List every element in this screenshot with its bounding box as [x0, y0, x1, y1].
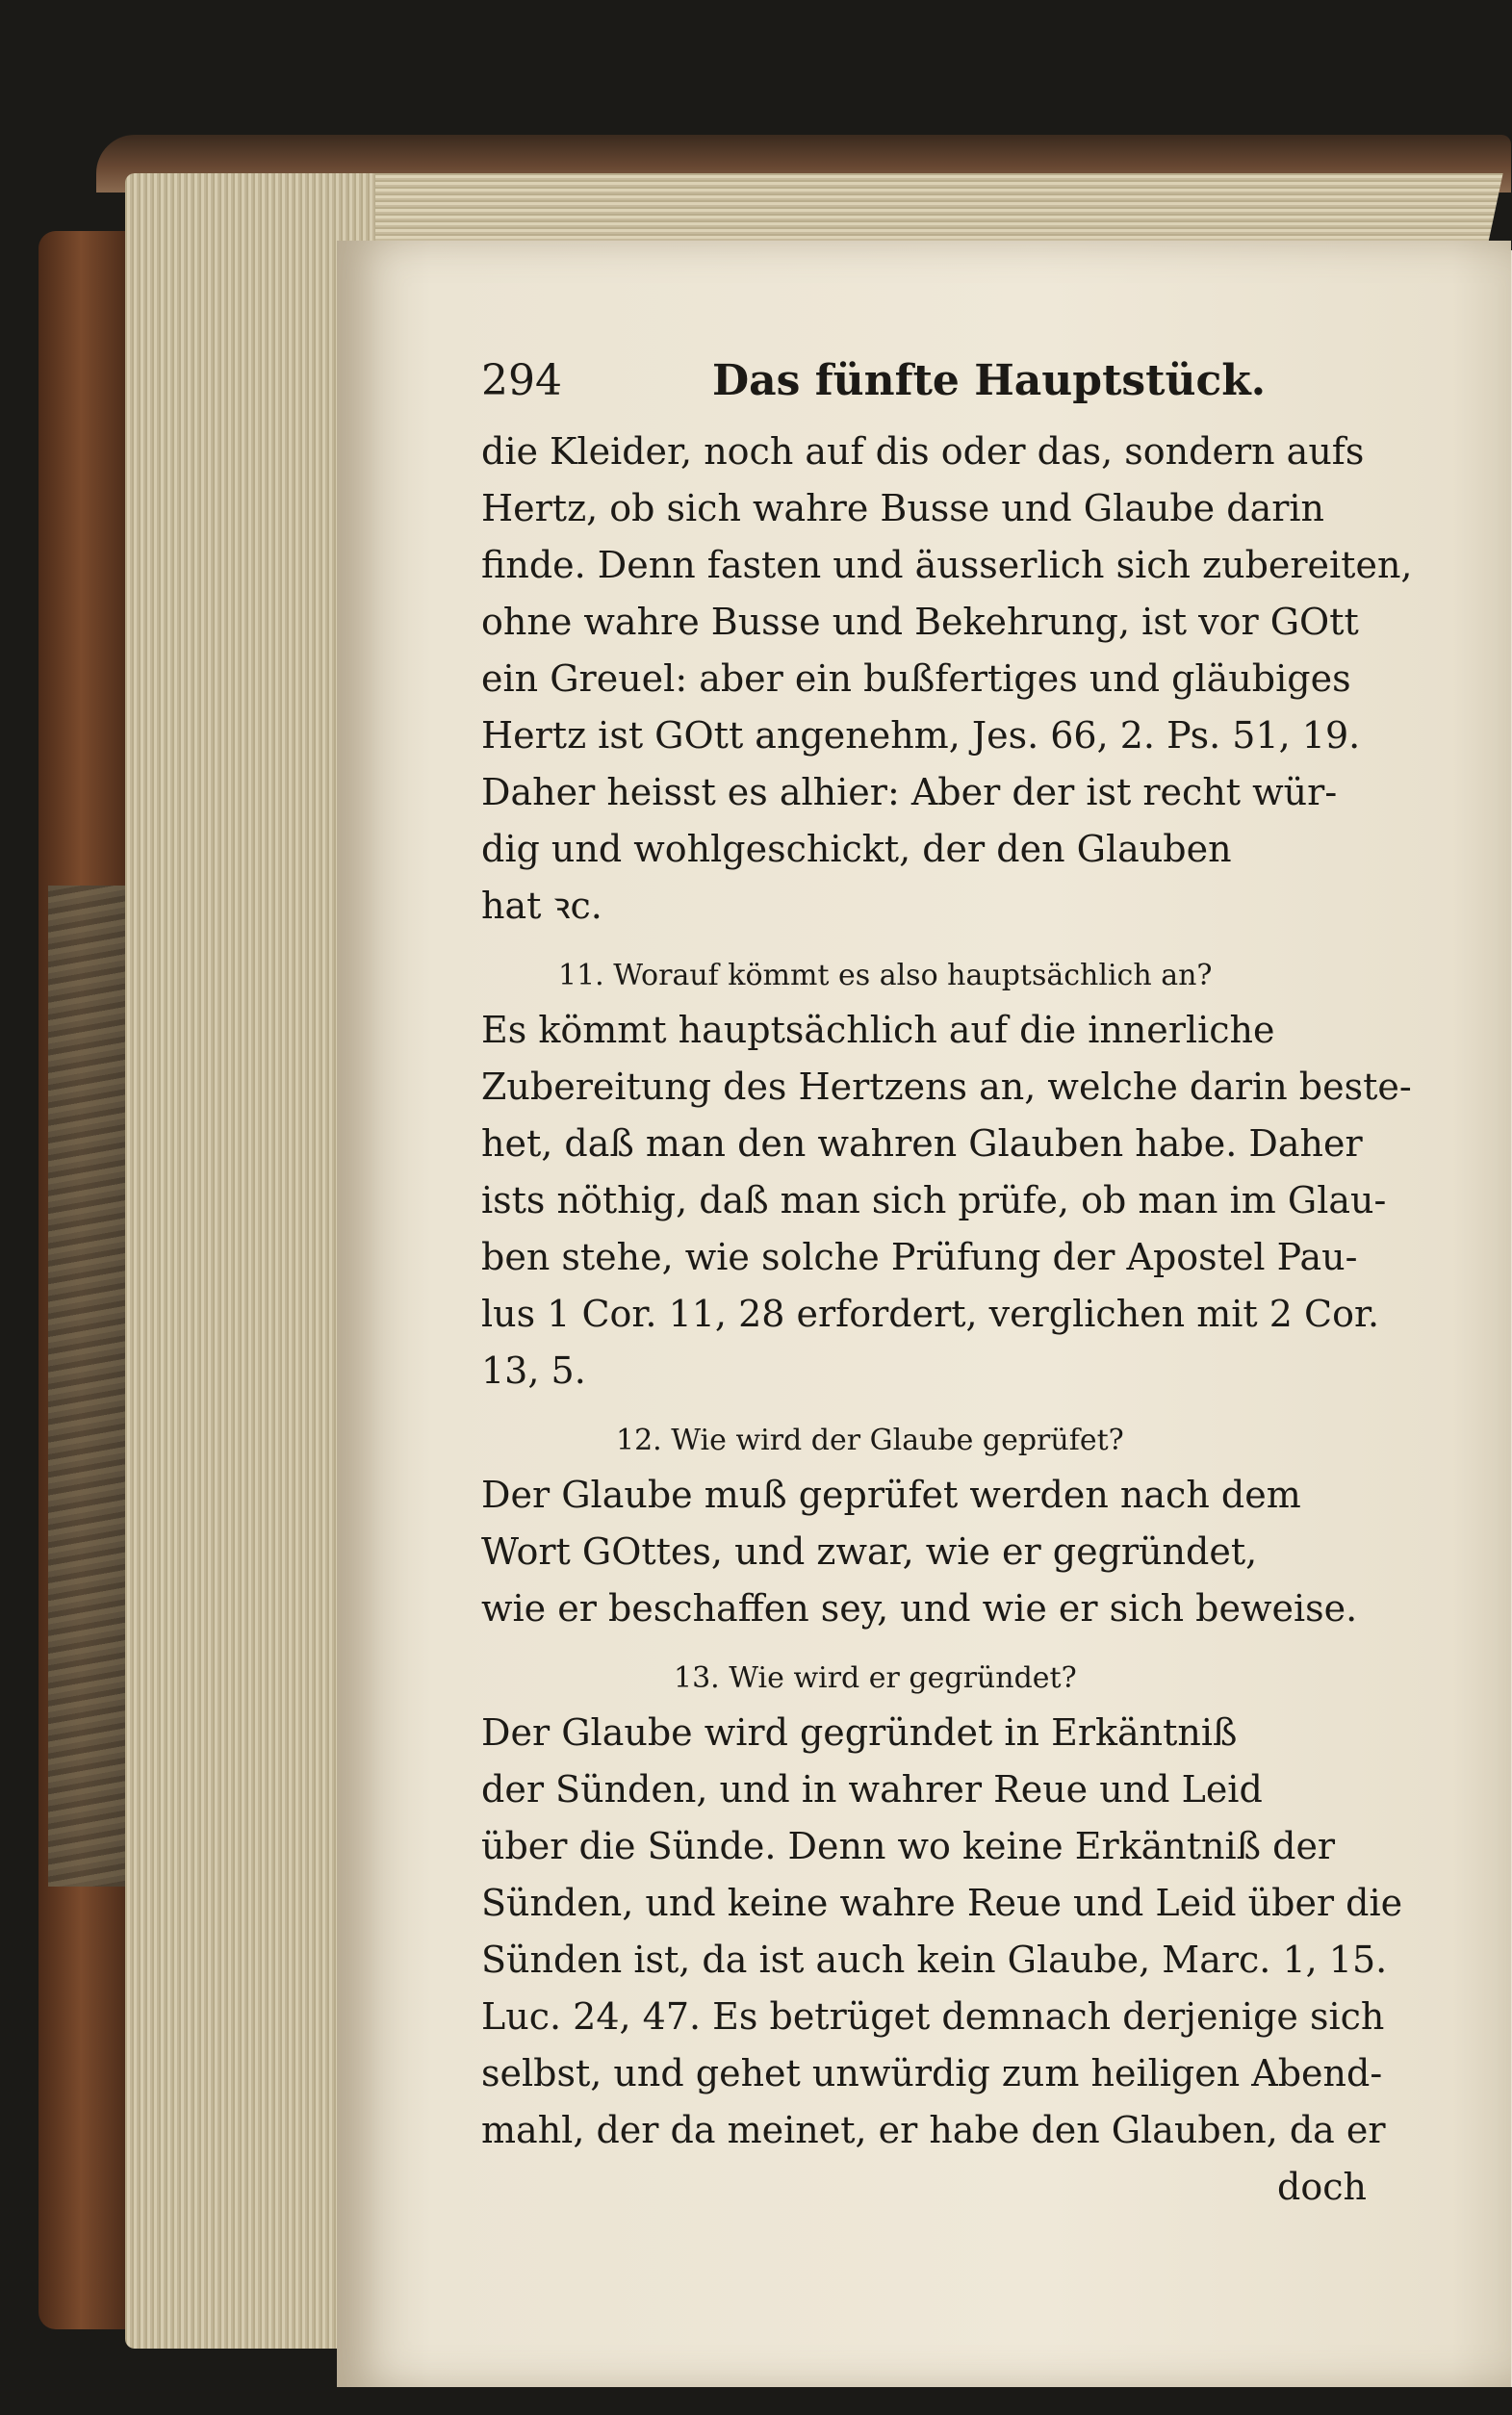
text-line: Daher heisst es alhier: Aber der ist recht wür- — [481, 771, 1338, 813]
worn-leather-patch — [48, 886, 135, 1887]
text-line: Sünden, und keine wahre Reue und Leid über die — [481, 1882, 1403, 1924]
catchword: doch — [1277, 2166, 1367, 2208]
text-line: ein Greuel: aber ein bußfertiges und gläubiges — [481, 657, 1351, 700]
book — [38, 135, 1512, 2415]
text-line: Der Glaube muß geprüfet werden nach dem — [481, 1474, 1301, 1516]
text-line: dig und wohlgeschickt, der den Glauben — [481, 828, 1232, 870]
text-line: der Sünden, und in wahrer Reue und Leid — [481, 1768, 1263, 1811]
text-line: ben stehe, wie solche Prüfung der Apostel Pau- — [481, 1236, 1358, 1278]
text-line: lus 1 Cor. 11, 28 erfordert, verglichen mit 2 Cor. — [481, 1293, 1380, 1335]
text-block — [481, 356, 1413, 2216]
answer-13 — [481, 1705, 1403, 2159]
text-line: ohne wahre Busse und Bekehrung, ist vor GOtt — [481, 601, 1359, 643]
text-line: Hertz, ob sich wahre Busse und Glaube darin — [481, 487, 1325, 529]
text-line: Der Glaube wird gegründet in Erkäntniß — [481, 1711, 1238, 1754]
text-line: Wort GOttes, und zwar, wie er gegründet, — [481, 1530, 1258, 1573]
text-line: Zubereitung des Hertzens an, welche darin beste- — [481, 1066, 1412, 1108]
question-11: 11. Worauf kömmt es also hauptsächlich an? — [558, 959, 1213, 992]
text-line: über die Sünde. Denn wo keine Erkäntniß der — [481, 1825, 1336, 1867]
answer-12 — [481, 1467, 1367, 1637]
question-12: 12. Wie wird der Glaube geprüfet? — [616, 1424, 1124, 1457]
text-line: 13, 5. — [481, 1349, 586, 1392]
running-head: Das fünfte Hauptstück. — [712, 356, 1267, 405]
page-header — [481, 356, 1367, 424]
text-line: Luc. 24, 47. Es betrüget demnach derjenige sich — [481, 1995, 1385, 2038]
question-13: 13. Wie wird er gegründet? — [674, 1661, 1077, 1695]
text-line: hat ꝛc. — [481, 885, 602, 927]
paragraph-continuation — [481, 424, 1413, 935]
text-line: Hertz ist GOtt angenehm, Jes. 66, 2. Ps. 51, 19. — [481, 714, 1361, 757]
text-line: die Kleider, noch auf dis oder das, sondern aufs — [481, 430, 1365, 473]
text-line: finde. Denn fasten und äusserlich sich zubereiten, — [481, 544, 1413, 586]
text-line: wie er beschaffen sey, und wie er sich beweise. — [481, 1587, 1358, 1630]
text-line: Es kömmt hauptsächlich auf die innerliche — [481, 1009, 1275, 1051]
text-line: mahl, der da meinet, er habe den Glauben, da er — [481, 2109, 1386, 2151]
text-line: Sünden ist, da ist auch kein Glaube, Marc. 1, 15. — [481, 1939, 1388, 1981]
text-line: het, daß man den wahren Glauben habe. Daher — [481, 1122, 1363, 1165]
page-number: 294 — [481, 356, 562, 405]
text-line: ists nöthig, daß man sich prüfe, ob man im Glau- — [481, 1179, 1387, 1221]
answer-11 — [481, 1002, 1412, 1400]
text-line: selbst, und gehet unwürdig zum heiligen Abend- — [481, 2052, 1383, 2094]
book-page — [337, 241, 1511, 2387]
